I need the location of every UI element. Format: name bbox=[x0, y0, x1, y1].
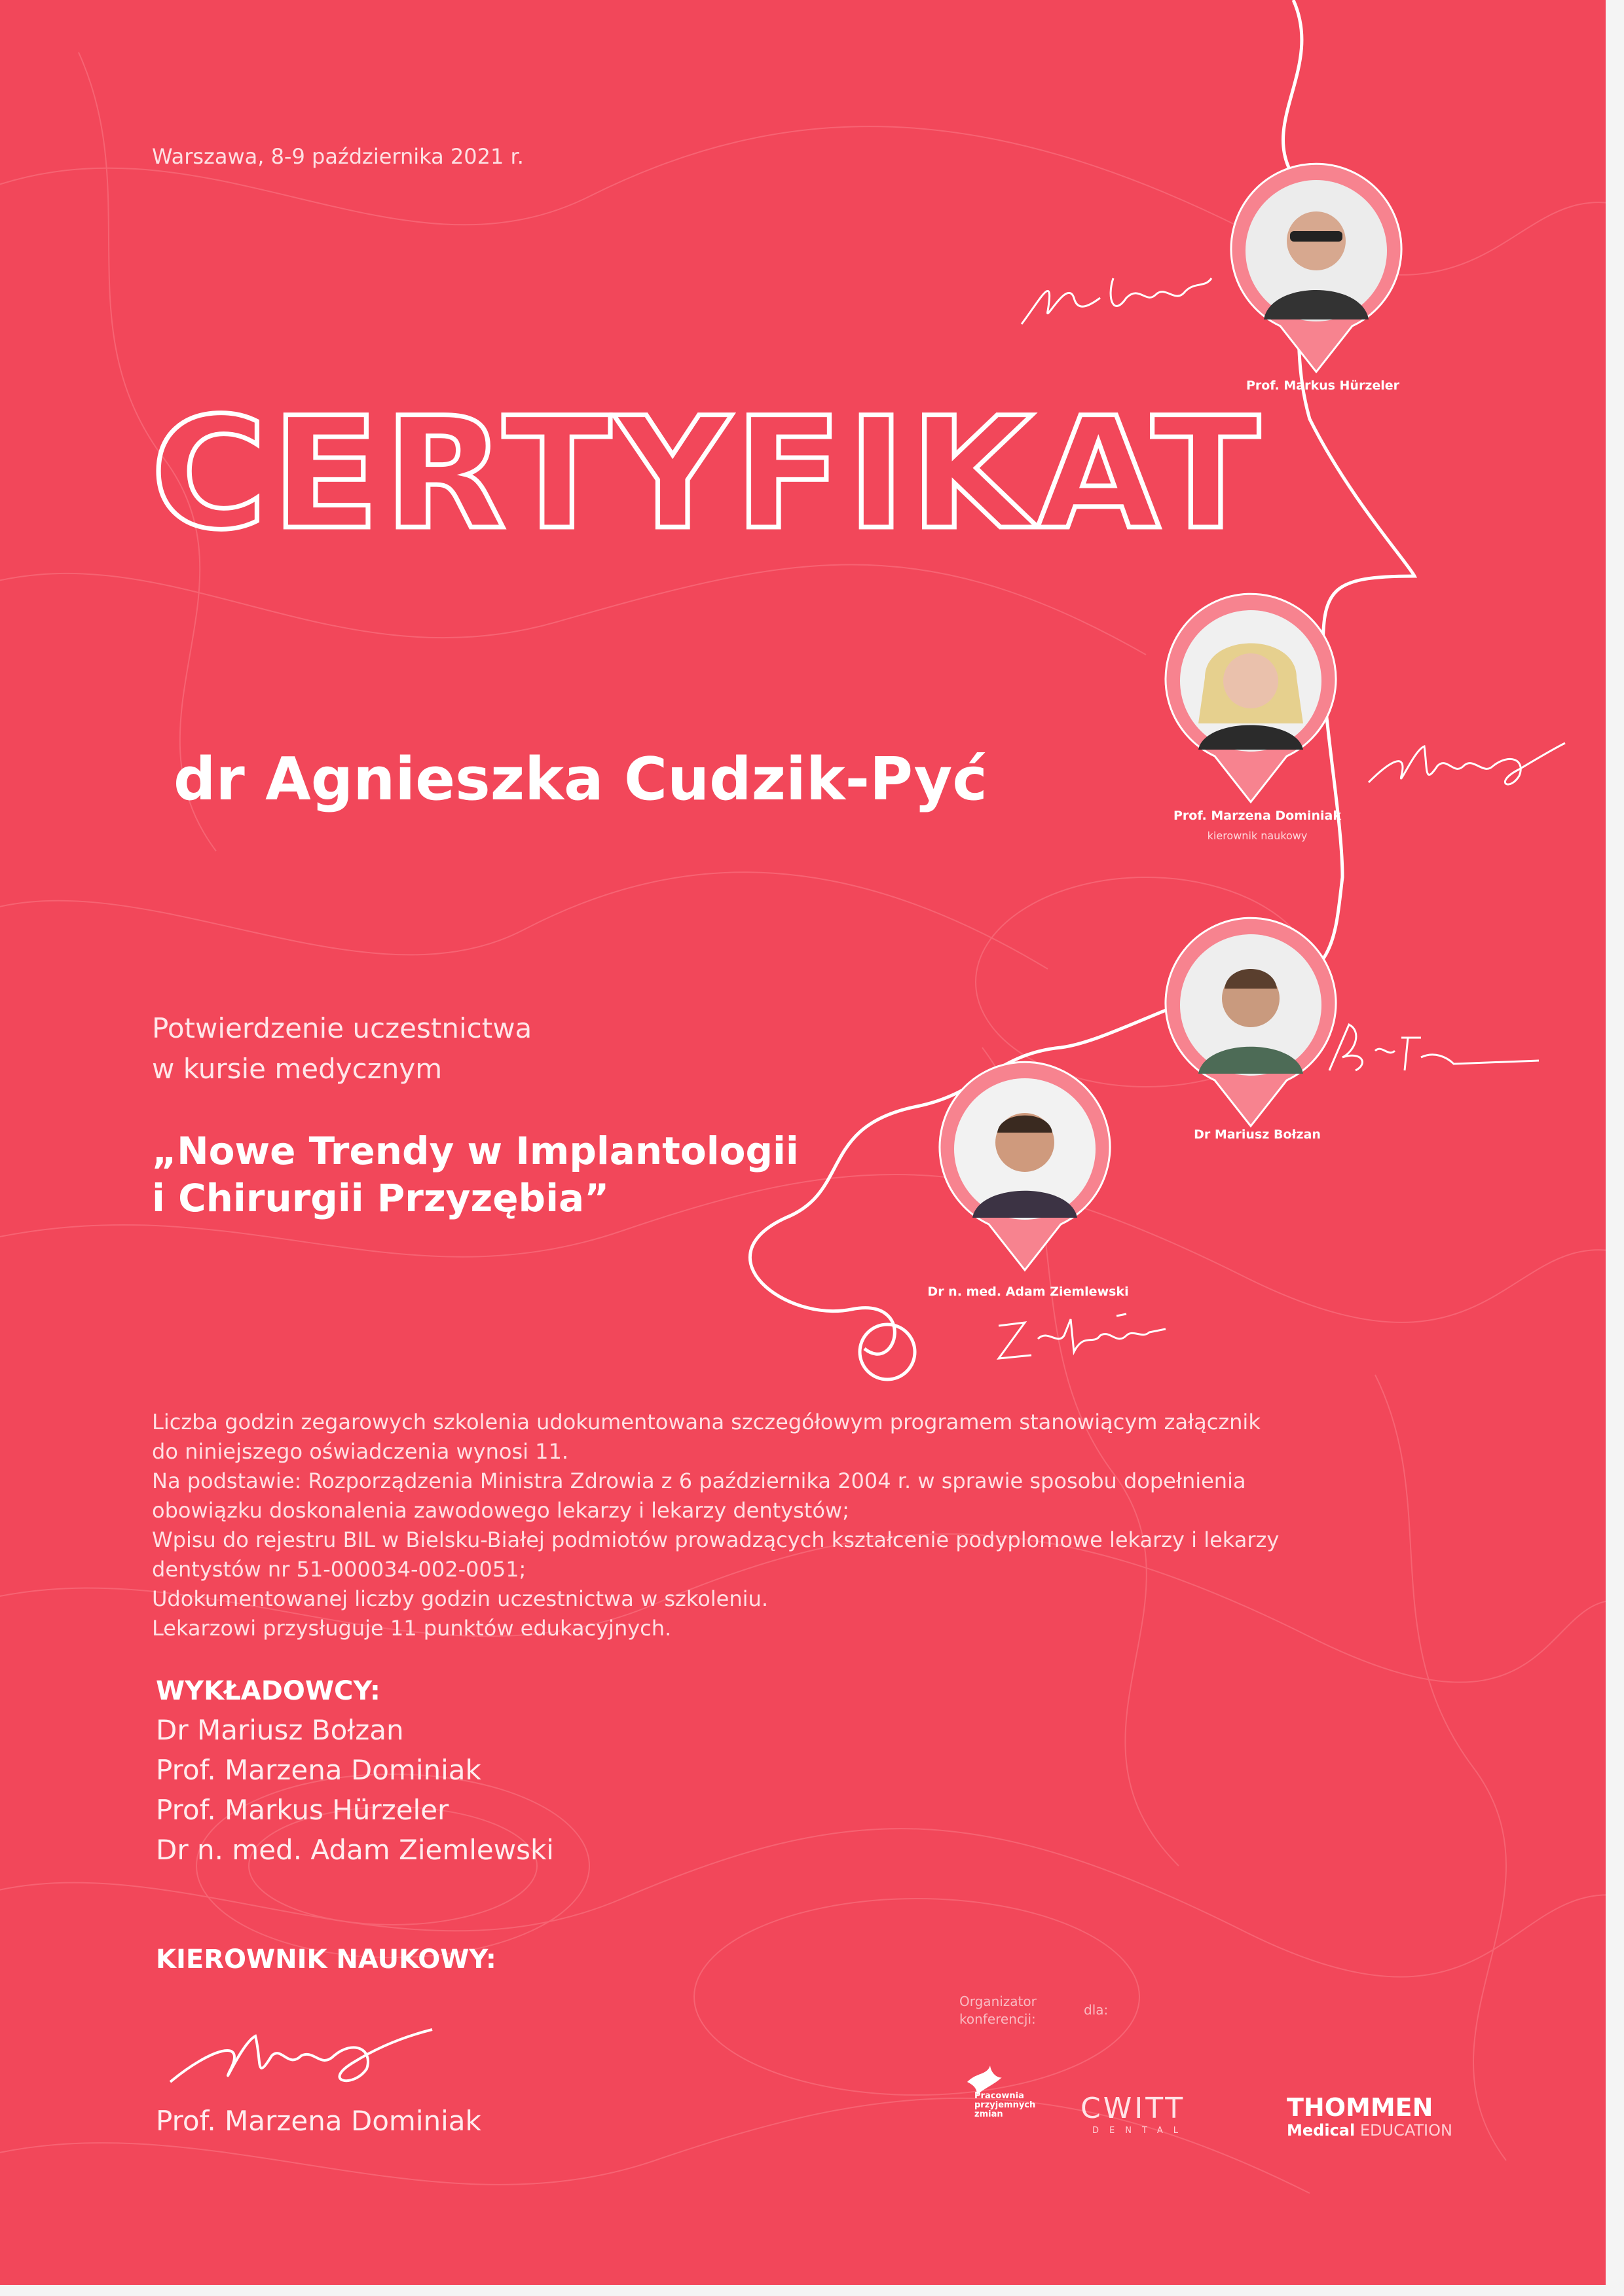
legal-line: Lekarzowi przysługuje 11 punktów edukacyjnych. bbox=[152, 1616, 672, 1641]
date-line: Warszawa, 8-9 października 2021 r. bbox=[152, 144, 524, 169]
lecturers-list bbox=[156, 1710, 554, 1870]
legal-line: Liczba godzin zegarowych szkolenia udokumentowana szczegółowym programem stanowiącym załącznik bbox=[152, 1410, 1261, 1434]
legal-line: Udokumentowanej liczby godzin uczestnictwa w szkoleniu. bbox=[152, 1586, 768, 1611]
speaker-label-bolzan: Dr Mariusz Bołzan bbox=[1194, 1127, 1321, 1142]
speaker-label-ziemlewski: Dr n. med. Adam Ziemlewski bbox=[927, 1285, 1129, 1299]
signature-icon bbox=[986, 1300, 1182, 1372]
speaker-label-dominiak: Prof. Marzena Dominiak bbox=[1173, 809, 1342, 823]
logo-thommen: THOMMEN bbox=[1287, 2093, 1433, 2122]
logo-thommen-sub bbox=[1287, 2121, 1452, 2140]
logo-pracownia bbox=[974, 2092, 1035, 2119]
logo-cwitt: CWITT bbox=[1080, 2092, 1186, 2125]
lecturer-item: Dr n. med. Adam Ziemlewski bbox=[156, 1834, 554, 1866]
confirmation-line: Potwierdzenie uczestnictwa bbox=[152, 1012, 532, 1044]
legal-text bbox=[152, 1408, 1279, 1643]
logo-pracownia-line: Pracownia bbox=[974, 2091, 1024, 2101]
title-text: CERTYFIKAT bbox=[151, 406, 1264, 550]
signature-icon bbox=[1323, 1011, 1545, 1084]
signature-icon bbox=[157, 2010, 452, 2102]
organizer-label: Organizator bbox=[959, 1994, 1037, 2009]
lecturer-item: Prof. Marzena Dominiak bbox=[156, 1754, 481, 1786]
legal-line: Na podstawie: Rozporządzenia Ministra Zdrowia z 6 października 2004 r. w sprawie sposobu dopełnienia bbox=[152, 1468, 1246, 1493]
legal-line: obowiązku doskonalenia zawodowego lekarzy i lekarzy dentystów; bbox=[152, 1498, 849, 1523]
logo-pracownia-line: zmian bbox=[974, 2109, 1003, 2119]
legal-line: do niniejszego oświadczenia wynosi 11. bbox=[152, 1439, 569, 1464]
signature-icon bbox=[1015, 259, 1225, 337]
location-pin-icon bbox=[1153, 592, 1349, 809]
course-line: i Chirurgii Przyzębia” bbox=[152, 1176, 610, 1220]
location-pin-icon bbox=[1218, 162, 1414, 378]
lecturer-item: Dr Mariusz Bołzan bbox=[156, 1714, 404, 1746]
scientific-head-name: Prof. Marzena Dominiak bbox=[156, 2105, 481, 2137]
lecturer-item: Prof. Markus Hürzeler bbox=[156, 1794, 449, 1826]
course-line: „Nowe Trendy w Implantologii bbox=[152, 1129, 799, 1173]
location-pin-icon bbox=[1153, 917, 1349, 1133]
location-pin-icon bbox=[927, 1061, 1123, 1277]
logo-thommen-education: EDUCATION bbox=[1359, 2121, 1452, 2140]
signature-icon bbox=[1362, 723, 1572, 802]
legal-line: dentystów nr 51-000034-002-0051; bbox=[152, 1557, 526, 1582]
recipient-name: dr Agnieszka Cudzik-Pyć bbox=[174, 745, 987, 814]
scientific-head-heading: KIEROWNIK NAUKOWY: bbox=[156, 1944, 496, 1975]
confirmation-text bbox=[152, 1008, 532, 1089]
course-title bbox=[152, 1127, 799, 1222]
logo-thommen-medical: Medical bbox=[1287, 2121, 1356, 2140]
for-label: dla: bbox=[1084, 2002, 1109, 2018]
speaker-role-dominiak: kierownik naukowy bbox=[1207, 829, 1308, 842]
logo-pracownia-line: przyjemnych bbox=[974, 2100, 1036, 2110]
logo-cwitt-sub: DENTAL bbox=[1092, 2126, 1189, 2136]
organizer-label-2: konferencji: bbox=[959, 2011, 1036, 2027]
legal-line: Wpisu do rejestru BIL w Bielsku-Białej podmiotów prowadzących kształcenie podyplomowe lekarzy i lekarzy bbox=[152, 1527, 1280, 1552]
lecturers-heading: WYKŁADOWCY: bbox=[156, 1676, 380, 1706]
speaker-label-hurzeler: Prof. Markus Hürzeler bbox=[1246, 378, 1400, 393]
confirmation-line: w kursie medycznym bbox=[152, 1053, 443, 1085]
certificate-title bbox=[151, 406, 1277, 550]
